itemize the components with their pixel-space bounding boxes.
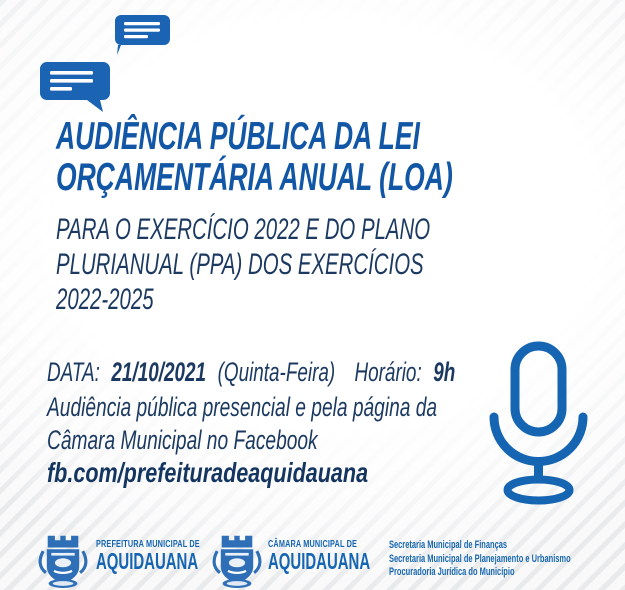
date-time-line bbox=[47, 357, 455, 388]
page-title bbox=[56, 116, 453, 198]
date-label: DATA: bbox=[47, 357, 100, 387]
time-label: Horário: bbox=[354, 357, 422, 387]
speech-bubble-icon bbox=[40, 62, 110, 112]
prefeitura-city-name: AQUIDAUANA bbox=[96, 548, 199, 574]
subtitle-line-1: PARA O EXERCÍCIO 2022 E DO PLANO bbox=[56, 213, 431, 246]
subtitle bbox=[56, 212, 430, 317]
coat-of-arms-icon bbox=[210, 533, 264, 589]
facebook-url: fb.com/prefeituradeaquidauana bbox=[47, 457, 369, 488]
date-value: 21/10/2021 bbox=[111, 357, 207, 387]
department-line: Secretaria Municipal de Finanças bbox=[389, 539, 508, 551]
department-line: Procuradoria Jurídica do Município bbox=[389, 566, 515, 578]
departments-list bbox=[389, 539, 571, 580]
camara-city-name: AQUIDAUANA bbox=[268, 548, 371, 574]
description-line-2: Câmara Municipal no Facebook bbox=[47, 425, 318, 455]
camara-logo bbox=[210, 533, 264, 590]
prefeitura-logo bbox=[36, 533, 90, 590]
date-weekday: (Quinta-Feira) bbox=[217, 357, 336, 387]
title-line-2: ORÇAMENTÁRIA ANUAL (LOA) bbox=[56, 156, 453, 199]
speech-bubble-icon bbox=[115, 15, 170, 55]
department-line: Secretaria Municipal de Planejamento e Urbanismo bbox=[389, 552, 571, 565]
title-line-1: AUDIÊNCIA PÚBLICA DA LEI bbox=[56, 115, 420, 158]
prefeitura-org-line: PREFEITURA MUNICIPAL DE bbox=[96, 539, 200, 550]
microphone-icon bbox=[487, 341, 590, 509]
subtitle-line-3: 2022-2025 bbox=[56, 283, 154, 316]
subtitle-line-2: PLURIANUAL (PPA) DOS EXERCÍCIOS bbox=[56, 248, 424, 281]
camara-org-line: CÂMARA MUNICIPAL DE bbox=[268, 539, 358, 550]
description-line-1: Audiência pública presencial e pela página da bbox=[47, 392, 438, 422]
coat-of-arms-icon bbox=[36, 533, 90, 589]
event-description bbox=[47, 391, 437, 457]
time-value: 9h bbox=[433, 357, 456, 387]
